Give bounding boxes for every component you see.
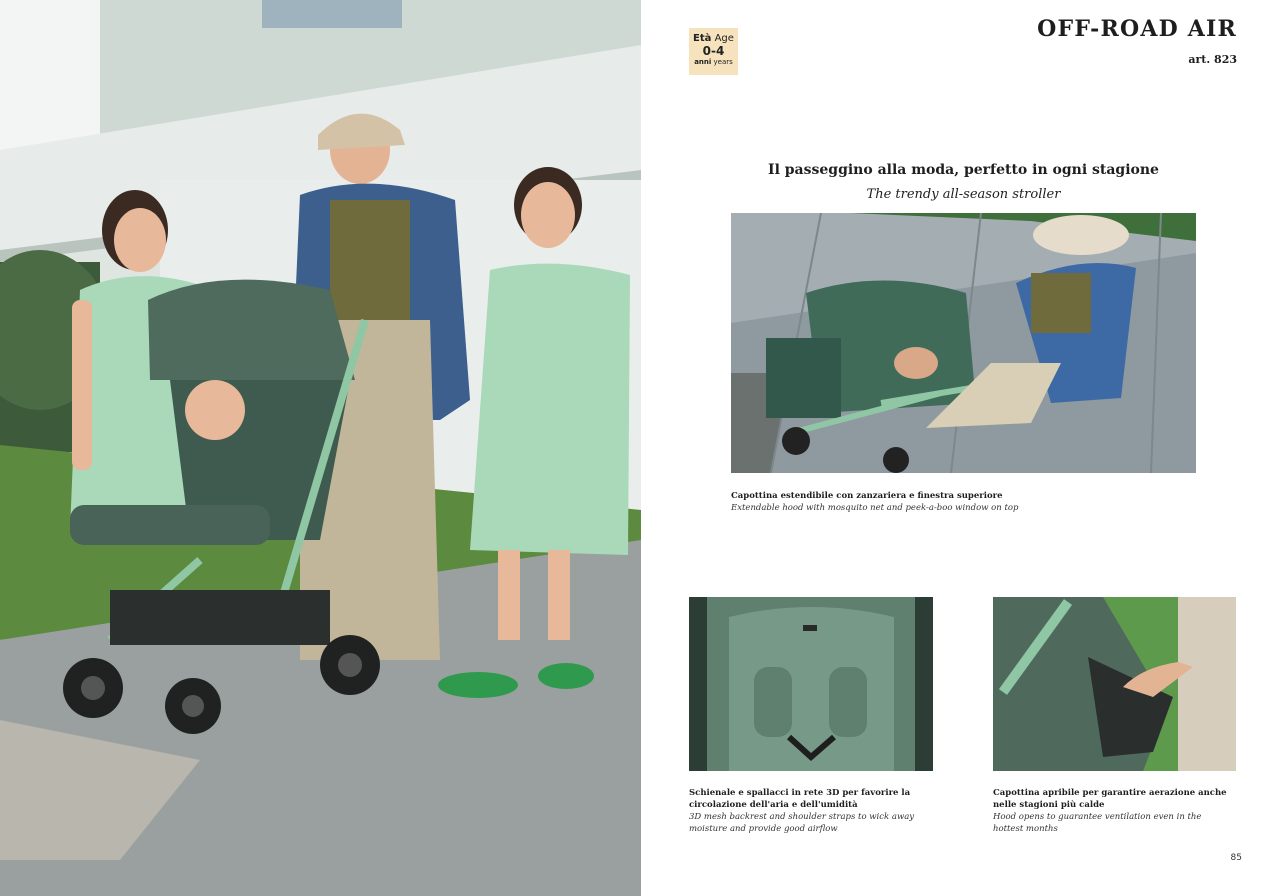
headline-english: The trendy all-season stroller [866, 187, 1061, 202]
caption-italian: Capottina apribile per garantire aerazione anche [993, 788, 1227, 798]
feature-caption-ventilation [993, 787, 1253, 835]
caption-english: 3D mesh backrest and shoulder straps to wick away [689, 812, 915, 822]
feature-photo-ventilation [993, 597, 1236, 771]
age-label: Età Age [693, 33, 734, 44]
caption-italian: nelle stagioni più calde [993, 800, 1105, 810]
feature-caption-hood [731, 490, 1201, 514]
headline-italian: Il passeggino alla moda, perfetto in ogni stagione [768, 162, 1159, 178]
caption-italian: Schienale e spallacci in rete 3D per favorire la [689, 788, 911, 798]
caption-english: Extendable hood with mosquito net and peek-a-boo window on top [731, 503, 1019, 513]
feature-photo-backrest [689, 597, 933, 771]
caption-english: Hood opens to guarantee ventilation even in the [993, 812, 1202, 822]
product-title: OFF-ROAD AIR [1037, 16, 1237, 42]
caption-english: moisture and provide good airflow [689, 824, 838, 834]
age-badge [689, 28, 738, 75]
feature-caption-backrest [689, 787, 949, 835]
product-code: art. 823 [1188, 53, 1237, 66]
caption-italian: Capottina estendibile con zanzariera e finestra superiore [731, 491, 1003, 501]
page-number: 85 [1230, 853, 1242, 863]
feature-photo-hood [731, 213, 1196, 473]
age-unit: anni years [694, 58, 733, 66]
caption-italian: circolazione dell'aria e dell'umidità [689, 800, 858, 810]
caption-english: hottest months [993, 824, 1058, 834]
age-range: 0-4 [702, 44, 725, 58]
